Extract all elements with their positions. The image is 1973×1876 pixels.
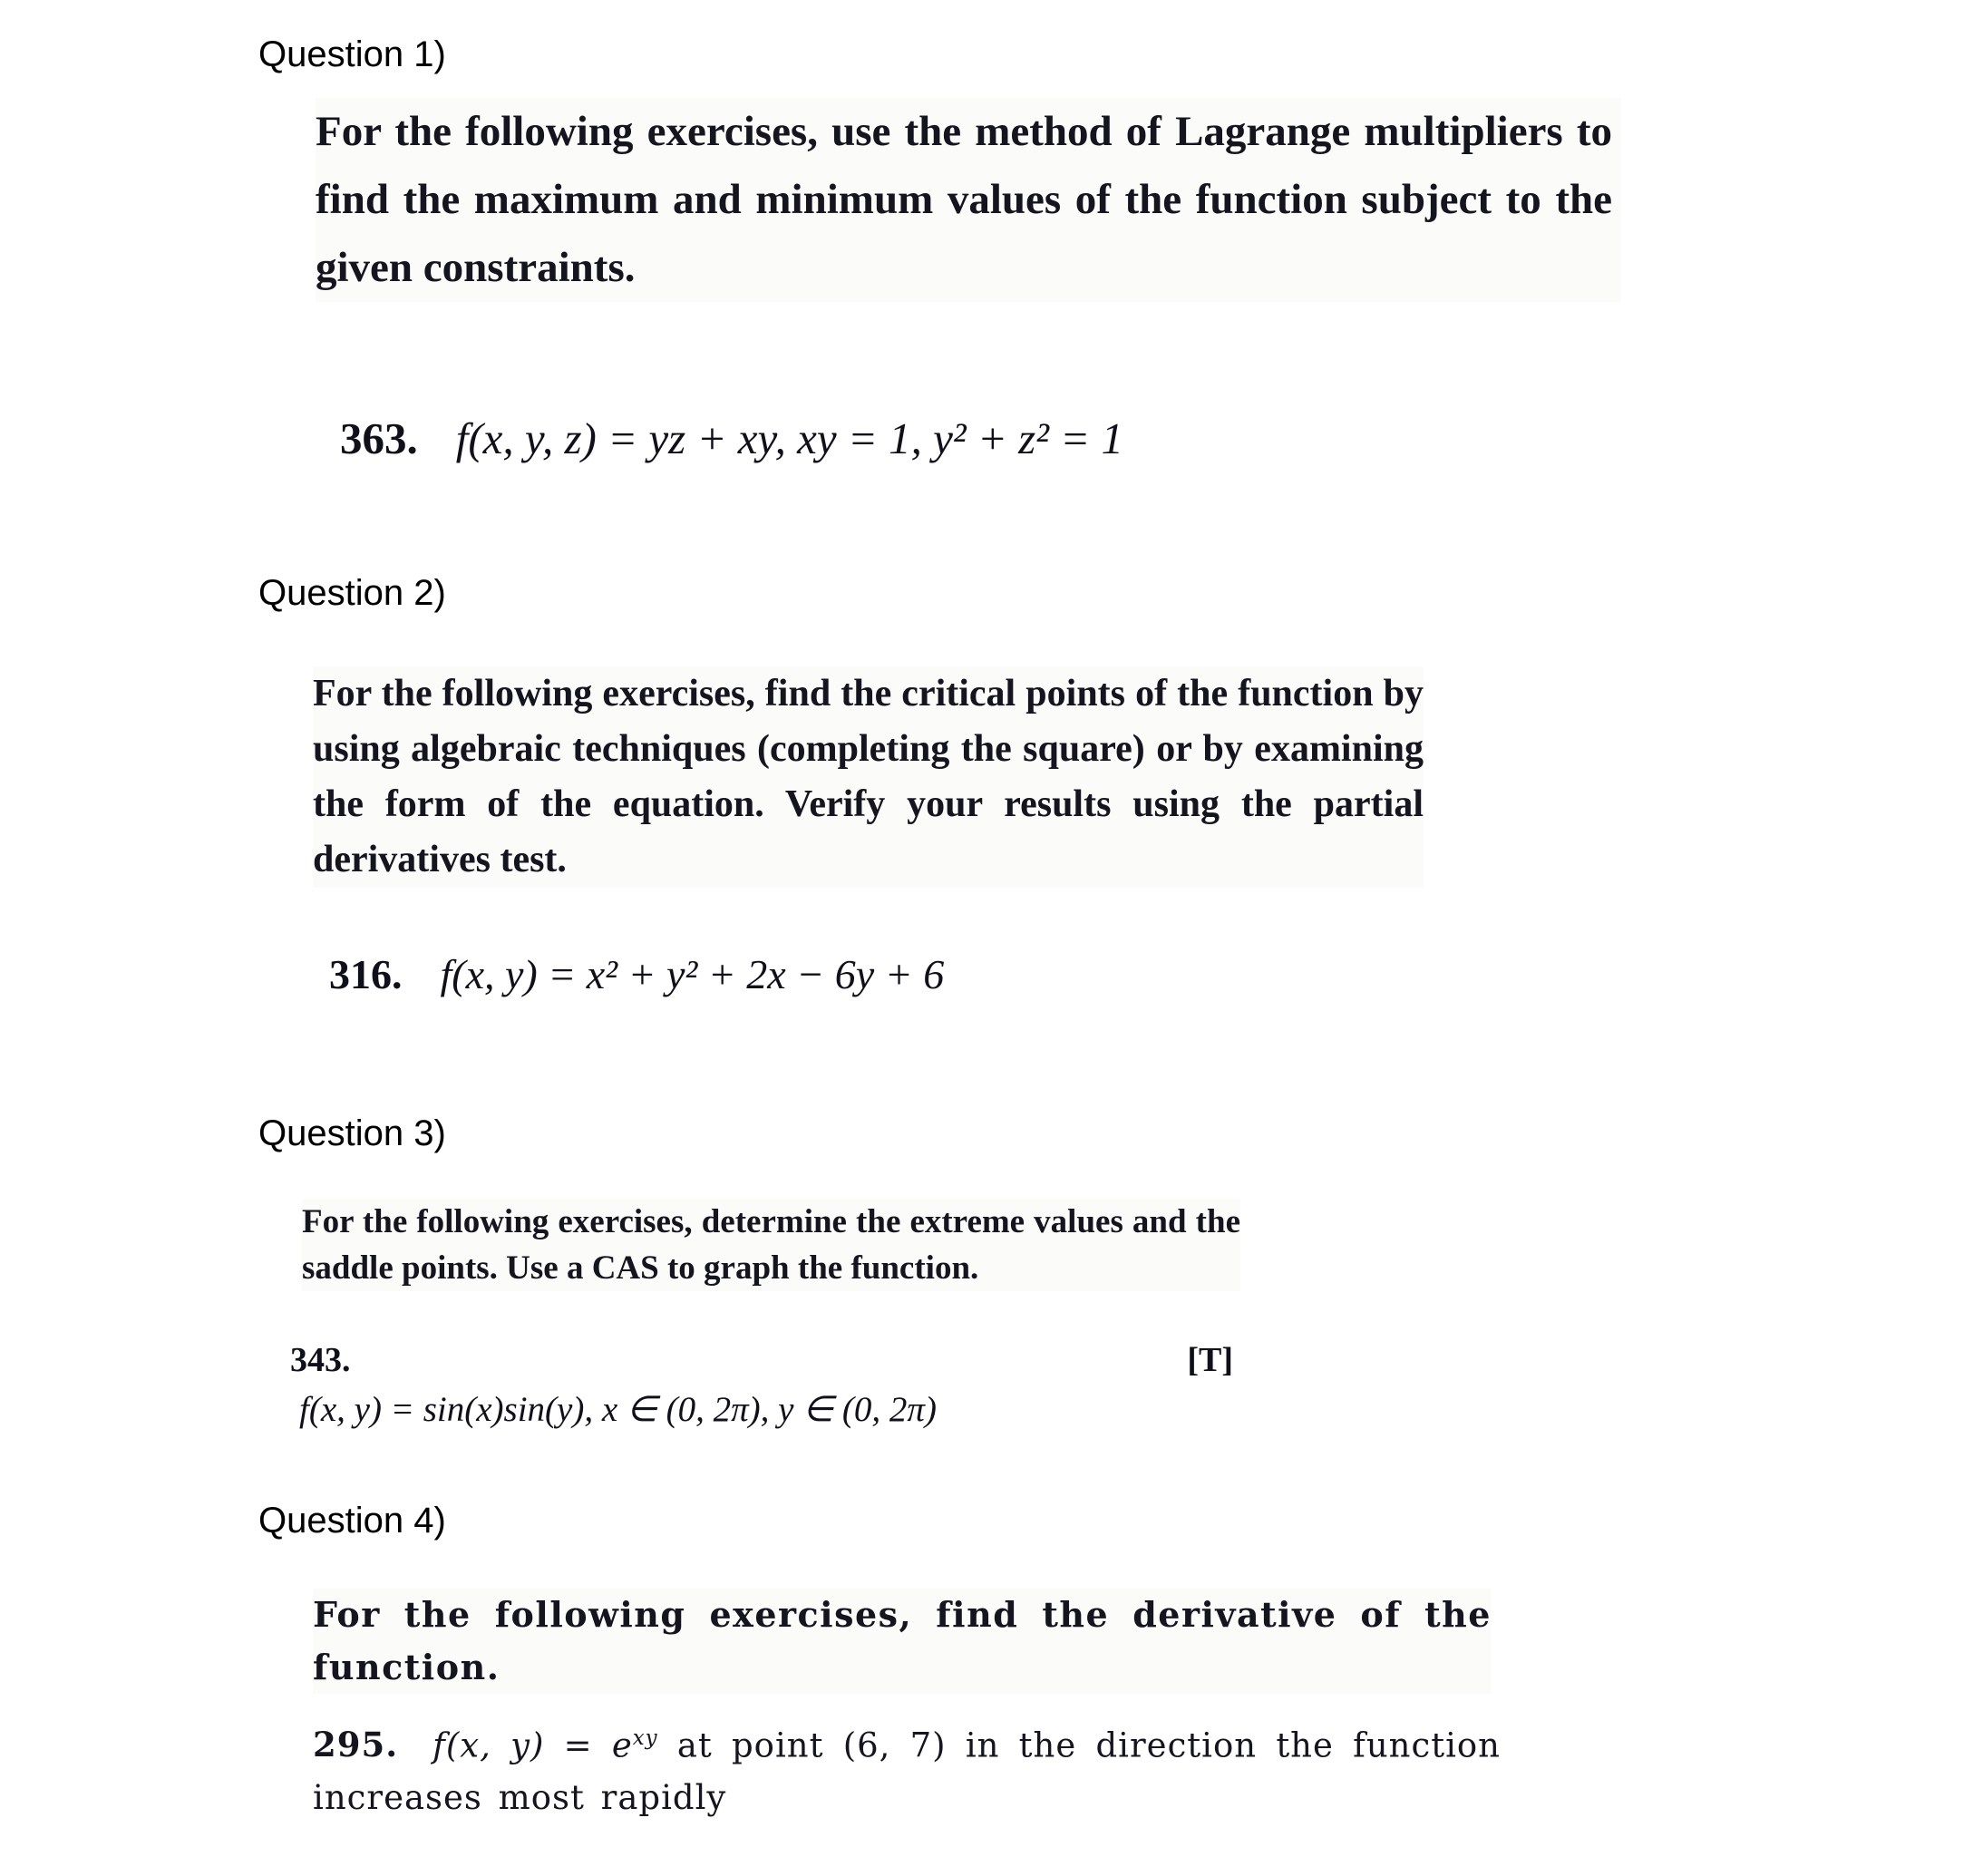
question-1-instructions: For the following exercises, use the method of Lagrange multipliers to find the maximum and minimum values of the function subject to the given constraints. bbox=[316, 98, 1621, 302]
question-1-header: Question 1) bbox=[258, 34, 446, 74]
problem-295-expression-base: f(x, y) = e bbox=[433, 1725, 633, 1765]
question-2-instructions: For the following exercises, find the critical points of the function by using algebraic techniques (completing the square) or by examining the form of the equation. Verify your results using the partial derivatives test. bbox=[313, 666, 1424, 888]
problem-316-number: 316. bbox=[329, 951, 403, 997]
problem-295-expression-exponent: xy bbox=[632, 1726, 658, 1750]
question-3-instructions: For the following exercises, determine the extreme values and the saddle points. Use a CAS to graph the function. bbox=[302, 1199, 1240, 1291]
question-4-instructions: For the following exercises, find the derivative of the function. bbox=[313, 1589, 1492, 1694]
question-3-header: Question 3) bbox=[258, 1113, 446, 1153]
problem-363-number: 363. bbox=[340, 413, 418, 463]
technology-tag: [T] bbox=[1187, 1341, 1233, 1379]
problem-295-suffix: at point (6, 7) in the direction the function increases most rapidly bbox=[313, 1725, 1502, 1818]
question-2-header: Question 2) bbox=[258, 573, 446, 613]
problem-316 bbox=[329, 950, 944, 998]
problem-363-expression: f(x, y, z) = yz + xy, xy = 1, y² + z² = 1 bbox=[455, 413, 1123, 463]
problem-316-expression: f(x, y) = x² + y² + 2x − 6y + 6 bbox=[440, 951, 945, 997]
problem-295-number: 295. bbox=[313, 1725, 399, 1765]
problem-343-row bbox=[290, 1340, 1233, 1380]
problem-343-expression: f(x, y) = sin(x)sin(y), x ∈ (0, 2π), y ∈ (0, 2π) bbox=[299, 1390, 937, 1429]
problem-295 bbox=[313, 1712, 1501, 1824]
problem-343-number: 343. bbox=[290, 1341, 351, 1379]
problem-363 bbox=[340, 413, 1123, 464]
question-4-header: Question 4) bbox=[258, 1501, 446, 1541]
